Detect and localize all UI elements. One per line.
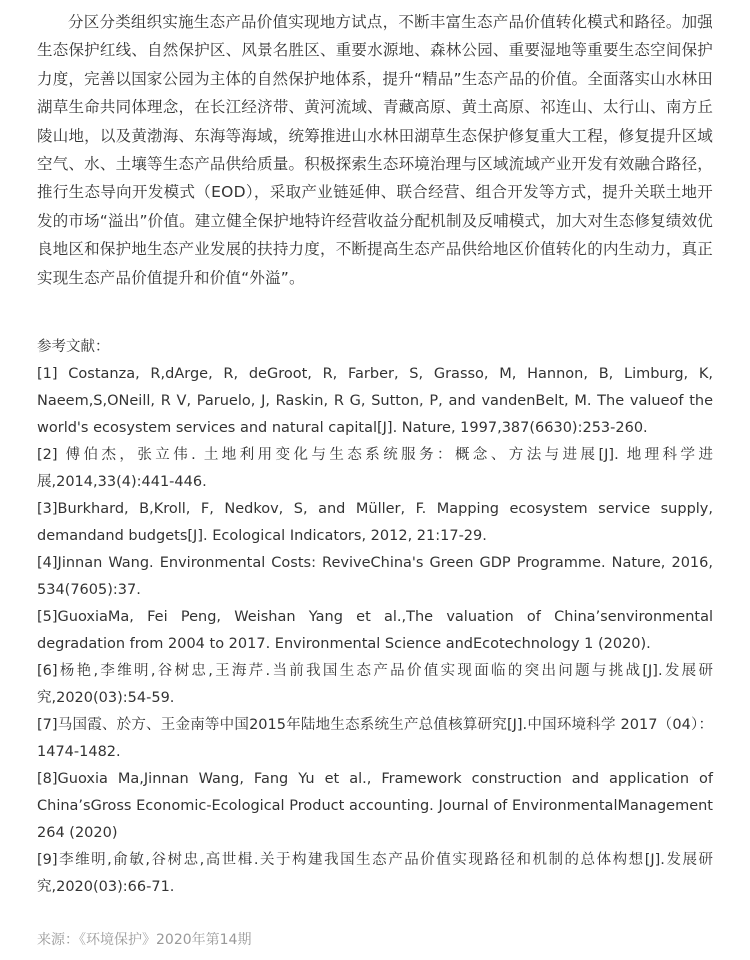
reference-item: [5]GuoxiaMa, Fei Peng, Weishan Yang et al.,The valuation of China’senvironmental degradation from 2004 to 2017. Environmental Science andEcotechnology 1 (2020). <box>37 609 713 653</box>
reference-list <box>37 361 713 901</box>
source-note: 来源：《环境保护》2020年第14期 <box>37 932 252 948</box>
references-heading: 参考文献： <box>37 339 110 356</box>
reference-item: [8]Guoxia Ma,Jinnan Wang, Fang Yu et al., Framework construction and application of China’sGross Economic-Ecological Product accounting. Journal of EnvironmentalManagement 264 (2020) <box>37 771 713 842</box>
reference-item: [4]Jinnan Wang. Environmental Costs: ReviveChina's Green GDP Programme. Nature, 2016, 534(7605):37. <box>37 555 713 599</box>
reference-item: [9]李维明,俞敏,谷树忠,高世楫.关于构建我国生态产品价值实现路径和机制的总体构想[J].发展研究,2020(03):66-71. <box>37 852 713 896</box>
reference-item: [1] Costanza, R,dArge, R, deGroot, R, Farber, S, Grasso, M, Hannon, B, Limburg, K, Naeem,S,ONeill, R V, Paruelo, J, Raskin, R G, Sutton, P, and vandenBelt, M. The valueof the world's ecosystem services and natural capital[J]. Nature, 1997,387(6630):253-260. <box>37 366 713 437</box>
references-section <box>37 334 713 901</box>
reference-item: [3]Burkhard, B,Kroll, F, Nedkov, S, and Müller, F. Mapping ecosystem service supply, demandand budgets[J]. Ecological Indicators, 2012, 21:17-29. <box>37 501 713 545</box>
article-content <box>37 8 713 901</box>
reference-item: [7]马国霞、於方、王金南等中国2015年陆地生态系统生产总值核算研究[J].中国环境科学 2017（04）：1474-1482. <box>37 717 713 761</box>
reference-item: [2] 傅伯杰，张立伟. 土地利用变化与生态系统服务：概念、方法与进展[J]. 地理科学进展,2014,33(4):441-446. <box>37 447 713 491</box>
body-paragraph: 分区分类组织实施生态产品价值实现地方试点，不断丰富生态产品价值转化模式和路径。加强生态保护红线、自然保护区、风景名胜区、重要水源地、森林公园、重要湿地等重要生态空间保护力度，完善以国家公园为主体的自然保护地体系，提升“精品”生态产品的价值。全面落实山水林田湖草生命共同体理念，在长江经济带、黄河流域、青藏高原、黄土高原、祁连山、太行山、南方丘陵山地，以及黄渤海、东海等海域，统筹推进山水林田湖草生态保护修复重大工程，修复提升区域空气、水、土壤等生态产品供给质量。积极探索生态环境治理与区域流域产业开发有效融合路径，推行生态导向开发模式（EOD），采取产业链延伸、联合经营、组合开发等方式，提升关联土地开发的市场“溢出”价值。建立健全保护地特许经营收益分配机制及反哺模式，加大对生态修复绩效优良地区和保护地生态产业发展的扶持力度，不断提高生态产品供给地区价值转化的内生动力，真正实现生态产品价值提升和价值“外溢”。 <box>37 13 713 287</box>
reference-item: [6]杨艳,李维明,谷树忠,王海芹.当前我国生态产品价值实现面临的突出问题与挑战[J].发展研究,2020(03):54-59. <box>37 663 713 707</box>
